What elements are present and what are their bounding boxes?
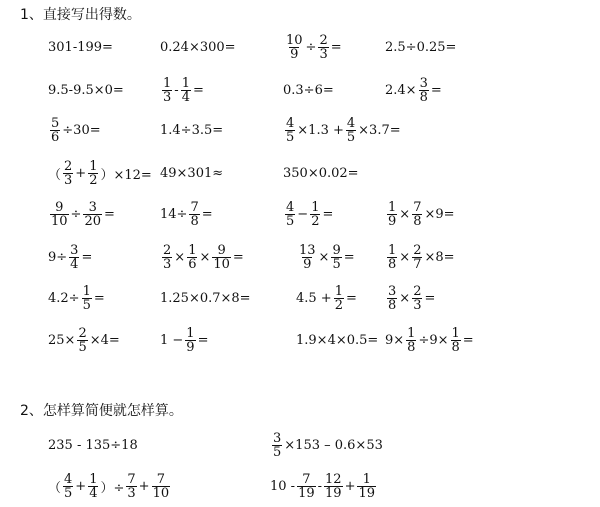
fraction [285,34,304,61]
expression-text: = [343,249,355,265]
math-problem [160,27,236,67]
fraction [181,77,191,104]
fraction [272,432,282,459]
fraction [298,244,317,271]
expression-text: 1.9×4×0.5= [296,332,379,348]
expression-text: 350×0.02= [283,165,359,181]
math-problem [296,320,378,360]
fraction-denominator: 9 [186,339,195,355]
math-problem [160,278,251,318]
fraction-denominator: 2 [89,172,98,188]
fraction [357,473,376,500]
fraction-denominator: 4 [89,485,98,501]
expression-text: = [104,206,115,222]
fraction [334,285,344,312]
fraction [387,285,397,312]
fraction [412,201,422,228]
expression-text: + [75,165,87,181]
math-problem [160,320,208,360]
fraction [412,285,422,312]
fraction [152,473,171,500]
expression-text: × [199,249,211,265]
math-problem [160,110,223,150]
fraction [387,201,397,228]
expression-text: 0.24×300= [160,39,236,55]
math-problem [48,425,138,465]
fraction [69,244,79,271]
fraction-numerator: 7 [302,471,311,487]
fraction [189,201,199,228]
expression-text: - [174,82,179,98]
math-problem [385,70,442,110]
fraction [185,327,195,354]
fraction-numerator: 3 [388,283,397,299]
expression-text: ÷ [70,206,82,222]
math-problem [283,27,342,67]
math-problem [385,320,474,360]
expression-text: 2.5÷0.25= [385,39,457,55]
fraction-denominator: 5 [286,213,295,229]
fraction-denominator: 8 [407,339,416,355]
fraction-numerator: 7 [156,471,165,487]
fraction-denominator: 4 [70,256,79,272]
expression-text: 1.4÷3.5= [160,122,224,138]
expression-text: ×8= [424,249,455,265]
fraction-denominator: 2 [311,213,320,229]
expression-text: 301-199= [48,39,113,55]
expression-text: = [232,249,244,265]
expression-text: 14÷ [160,206,188,222]
fraction [310,201,320,228]
expression-text: 4.2÷ [48,290,80,306]
fraction [77,327,87,354]
expression-text: （ [48,167,62,183]
fraction-numerator: 3 [88,199,97,215]
fraction-denominator: 10 [213,256,230,272]
math-problem [385,278,435,318]
math-problem [270,466,378,506]
expression-text: × [399,206,411,222]
expression-text: ）÷ [100,480,125,496]
fraction-numerator: 1 [181,75,190,91]
expression-text: 235 - 135÷18 [48,437,138,453]
fraction [212,244,231,271]
fraction [451,327,461,354]
fraction [331,244,341,271]
math-problem [48,27,113,67]
math-problem [283,70,334,110]
fraction-numerator: 2 [413,242,422,258]
expression-text: = [81,249,93,265]
fraction-denominator: 3 [413,297,422,313]
fraction-numerator: 2 [413,283,422,299]
expression-text: = [345,290,357,306]
expression-text: + [344,478,356,494]
fraction [419,77,429,104]
fraction [50,117,60,144]
math-problem [385,27,456,67]
expression-text: = [462,332,474,348]
fraction-denominator: 4 [181,89,190,105]
fraction-denominator: 5 [64,485,73,501]
section2-heading: 2、怎样算简便就怎样算。 [20,403,183,419]
expression-text: ÷30= [62,122,101,138]
fraction [318,34,328,61]
section1-heading: 1、直接写出得数。 [20,7,141,23]
fraction-denominator: 10 [152,485,170,501]
fraction-denominator: 19 [298,485,315,501]
fraction-numerator: 1 [311,199,320,215]
fraction-numerator: 1 [388,199,397,215]
fraction-denominator: 9 [388,213,397,229]
math-problem [270,425,383,465]
expression-text: ÷ [305,39,317,55]
fraction-numerator: 1 [186,325,195,341]
fraction-numerator: 3 [70,242,79,258]
fraction-denominator: 9 [290,46,299,62]
expression-text: ×153 – 0.6×53 [284,437,383,453]
fraction [297,473,316,500]
fraction-denominator: 3 [64,172,73,188]
math-problem [283,153,359,193]
expression-text: = [192,82,204,98]
fraction-denominator: 3 [127,485,136,501]
expression-text: - [317,478,323,494]
expression-text: 9× [385,332,405,348]
fraction-denominator: 8 [451,339,460,355]
fraction [406,327,416,354]
expression-text: 1.25×0.7×8= [160,290,251,306]
fraction [387,244,397,271]
fraction-denominator: 20 [84,213,101,229]
fraction-numerator: 1 [89,471,98,487]
math-problem [385,194,455,234]
expression-text: = [322,206,334,222]
fraction [324,473,343,500]
expression-text: 9÷ [48,249,68,265]
fraction-denominator: 19 [325,485,342,501]
expression-text: 25× [48,332,76,348]
math-problem [48,194,115,234]
fraction [187,244,197,271]
math-problem [160,237,244,277]
fraction-denominator: 3 [319,46,328,62]
math-problem [160,70,204,110]
math-problem [48,110,101,150]
expression-text: = [201,206,213,222]
expression-text: ×4= [89,332,120,348]
expression-text: 49×301≈ [160,165,224,181]
fraction-numerator: 4 [346,115,356,131]
math-problem [296,237,355,277]
fraction-denominator: 8 [190,213,199,229]
fraction [82,285,92,312]
expression-text: + [75,478,87,494]
expression-text: ÷9× [418,332,449,348]
fraction-denominator: 2 [334,297,343,313]
fraction-numerator: 5 [51,115,60,131]
fraction-denominator: 5 [286,129,295,145]
fraction-denominator: 8 [388,297,397,313]
expression-text: 0.3÷6= [283,82,334,98]
expression-text: = [424,290,436,306]
fraction [285,117,295,144]
expression-text: ×1.3 + [297,122,344,138]
math-problem [48,237,92,277]
expression-text: ）×12= [100,167,152,183]
expression-text: = [93,290,105,306]
fraction-numerator: 3 [419,75,428,91]
fraction-numerator: 2 [319,32,328,48]
fraction-numerator: 1 [163,75,172,91]
fraction [63,160,73,187]
fraction-denominator: 5 [332,256,341,272]
fraction [50,201,69,228]
fraction-numerator: 2 [78,325,87,341]
expression-text: 1 − [160,332,184,348]
fraction-denominator: 8 [413,213,422,229]
fraction-denominator: 7 [413,256,422,272]
fraction-denominator: 8 [388,256,397,272]
fraction-numerator: 4 [64,471,73,487]
math-problem [48,153,152,193]
math-problem [283,110,401,150]
expression-text: × [318,249,330,265]
fraction-denominator: 5 [346,129,356,145]
fraction-denominator: 3 [163,256,172,272]
math-problem [283,194,333,234]
expression-text: 10 - [270,478,296,494]
fraction [83,201,102,228]
fraction-numerator: 10 [286,32,303,48]
fraction [126,473,136,500]
fraction-numerator: 1 [89,158,98,174]
fraction-denominator: 3 [163,89,172,105]
expression-text: × [174,249,186,265]
fraction-numerator: 1 [334,283,343,299]
expression-text: 9.5-9.5×0= [48,82,124,98]
expression-text: = [197,332,209,348]
fraction [285,201,295,228]
fraction [346,117,356,144]
math-problem [296,278,357,318]
fraction-denominator: 6 [188,256,197,272]
fraction-numerator: 1 [188,242,197,258]
fraction [88,473,98,500]
fraction-numerator: 1 [362,471,371,487]
math-problem [385,237,455,277]
fraction-numerator: 9 [332,242,341,258]
math-problem [48,320,120,360]
fraction-numerator: 9 [217,242,226,258]
fraction-numerator: 13 [299,242,316,258]
fraction-numerator: 7 [127,471,136,487]
fraction-numerator: 7 [190,199,199,215]
fraction [162,77,172,104]
math-problem [48,70,124,110]
fraction-denominator: 5 [82,297,91,313]
fraction [88,160,98,187]
fraction-denominator: 8 [419,89,428,105]
fraction-denominator: 19 [358,485,376,501]
fraction-denominator: 6 [51,129,60,145]
fraction-denominator: 5 [273,444,282,460]
math-problem [160,194,213,234]
fraction-numerator: 4 [286,199,295,215]
fraction-numerator: 12 [325,471,342,487]
fraction-denominator: 9 [303,256,312,272]
expression-text: × [399,290,411,306]
fraction [162,244,172,271]
math-problem [48,278,105,318]
fraction-numerator: 1 [451,325,460,341]
fraction-numerator: 7 [413,199,422,215]
expression-text: （ [48,480,62,496]
expression-text: 4.5 + [296,290,332,306]
fraction-numerator: 1 [407,325,416,341]
math-problem [160,153,223,193]
fraction-numerator: 4 [286,115,295,131]
fraction-denominator: 10 [51,213,68,229]
expression-text: ×3.7= [358,122,401,138]
expression-text: × [399,249,411,265]
fraction-numerator: 1 [82,283,91,299]
fraction-numerator: 2 [64,158,73,174]
fraction-denominator: 5 [78,339,87,355]
fraction-numerator: 2 [163,242,172,258]
expression-text: ×9= [424,206,455,222]
expression-text: = [430,82,442,98]
fraction [412,244,422,271]
expression-text: + [138,478,150,494]
fraction-numerator: 9 [55,199,64,215]
fraction-numerator: 3 [273,430,282,446]
fraction-numerator: 1 [388,242,397,258]
expression-text: = [330,39,342,55]
math-problem [48,466,172,506]
expression-text: − [297,206,309,222]
expression-text: 2.4× [385,82,417,98]
fraction [63,473,73,500]
